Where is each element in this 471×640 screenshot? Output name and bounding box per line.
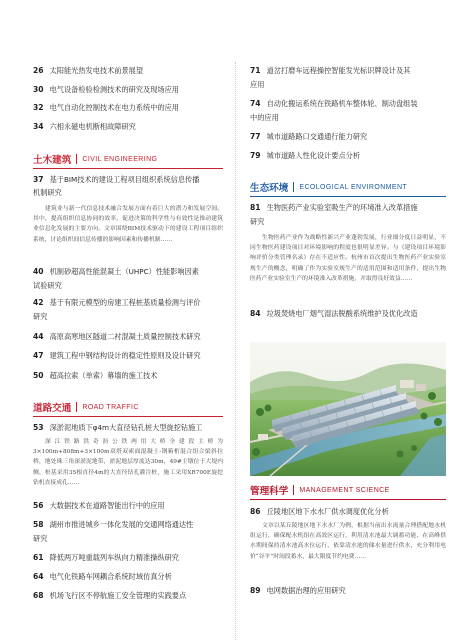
section-underline <box>33 416 223 417</box>
left-column <box>33 0 223 640</box>
abstract-86: 文章以某丘陵地区地下水水厂为例，根据当前出水流量合理搭配地水机组运行，确保配水机组在高效区运行，利用清水池最大调蓄功能，在高峰供水期间保持清水池高水位运行，依靠清水池的储水量进行供水，充分利用电价“谷平”时间段蓄水，最大限度节约电费…… <box>250 523 446 560</box>
toc-item-47[interactable]: 47 建筑工程中钢结构设计的稳定性原则及设计研究 <box>33 351 201 360</box>
toc-item-40-line2[interactable]: 试验研究 <box>33 281 62 290</box>
toc-item-50[interactable]: 50 超高拉索（单索）幕墙的施工技术 <box>33 371 158 380</box>
abstract-81: 生物医药产业作为战略性新兴产业蓬勃发展，行业细分度日益明显，不同生物医药建设项目对环境影响的程度也很明显差异。与《建设项目环境影响评价分类管理名录》存在不适应性。杭州市首次提出生物医药产业实验室规生产的概念，明确了作为实验室规生产的适用范围和适用条件，提出生物医药产业实验室生产的环境准入改革措施，并取得良好效益…… <box>250 235 446 282</box>
section-bar <box>76 402 77 412</box>
section-title-cn: 土木建筑 <box>33 155 72 166</box>
section-title-en: ROAD TRAFFIC <box>82 403 139 411</box>
toc-item-53[interactable]: 53 深淤泥地质下φ4m大直径钻孔桩大型旋挖钻施工 <box>33 423 203 432</box>
toc-item-68[interactable]: 68 机场飞行区不停航施工安全管理的实践要点 <box>33 591 187 600</box>
toc-item-26[interactable]: 26 太阳能光热发电技术前景展望 <box>33 66 144 75</box>
toc-item-56[interactable]: 56 大数据技术在道路智能出行中的应用 <box>33 501 165 510</box>
toc-item-74[interactable]: 74 自动化搬运系统在铁路机车整体轮、制动盘组装 <box>250 99 418 108</box>
section-title-cn: 生态环境 <box>250 183 289 194</box>
toc-item-71[interactable]: 71 道岔打磨车远程操控智能发光标识牌设计及其 <box>250 66 411 75</box>
toc-item-42-line2[interactable]: 研究 <box>33 312 48 321</box>
toc-item-81[interactable]: 81 生物医药产业实验室吸生产的环境准入改革措施 <box>250 203 418 212</box>
section-bar <box>293 182 294 192</box>
toc-item-30[interactable]: 30 电气设备检验检测技术的研究及现场应用 <box>33 85 179 94</box>
toc-item-58-line2[interactable]: 研究 <box>33 534 48 543</box>
section-title-en: MANAGEMENT SCIENCE <box>299 486 390 494</box>
toc-item-37[interactable]: 37 基于BIM技术的建设工程项目组织系统信息传播 <box>33 175 200 184</box>
abstract-37: 建筑业与新一代信息技术融合发展方面有着巨大的潜力和发展空间。其中，提高组织信息协同的效率，促进决策的科学性与有效性是推动建筑业信息化发展的主要方向。文章围绕BIM技术驱动下的建设工程项目组织系统，讨论组织间信息传播的影响因素和传播机制…… <box>33 206 223 243</box>
section-header-ecological-environment <box>250 179 407 195</box>
section-underline <box>250 499 446 500</box>
toc-item-44[interactable]: 44 高原高寒地区隧道二衬混凝土质量控制技术研究 <box>33 332 201 341</box>
toc-item-64[interactable]: 64 电气化铁路车网耦合系统时域仿真分析 <box>33 572 172 581</box>
toc-item-81-line2[interactable]: 研究 <box>250 217 265 226</box>
toc-item-42[interactable]: 42 基于有限元模型的房建工程桩基质量检测与评价 <box>33 298 201 307</box>
section-underline <box>33 168 223 169</box>
right-column <box>250 0 446 640</box>
toc-item-40[interactable]: 40 机制砂超高性能混凝土（UHPC）性能影响因素 <box>33 267 199 276</box>
toc-item-37-line2[interactable]: 机制研究 <box>33 188 62 197</box>
toc-item-77[interactable]: 77 城市道路路口交通通行能力研究 <box>250 132 368 141</box>
section-bar <box>76 154 77 164</box>
toc-item-89[interactable]: 89 电网数据治理的应用研究 <box>250 586 346 595</box>
section-bar <box>293 485 294 495</box>
section-header-road-traffic <box>33 399 139 415</box>
section-underline <box>250 196 446 197</box>
column-divider <box>235 62 236 640</box>
toc-item-79[interactable]: 79 城市道路人性化设计要点分析 <box>250 151 361 160</box>
toc-item-84[interactable]: 84 垃圾焚烧电厂烟气湿法脱酸系统维护及优化改造 <box>250 309 418 318</box>
toc-item-86[interactable]: 86 丘陵地区地下水水厂供水调度优化分析 <box>250 507 389 516</box>
section-header-management-science <box>250 482 390 498</box>
water-plant-aerial-photo <box>250 342 446 476</box>
section-title-en: CIVIL ENGINEERING <box>82 155 158 163</box>
abstract-53: 深江铁路洪奇沥公铁两用大桥全建段主桥为3×100m+808m+3×100m双塔双索面混凝土-钢箱桁混合组合梁斜拉桥，地处珠三角深淤泥地带，淤泥地层厚度达30m，49#主墩位于大堤内侧，桩基采用35根直径4m的大直径钻孔灌注桩，施工采用XR700E旋挖钻机直接成孔…… <box>33 439 223 486</box>
toc-item-32[interactable]: 32 电气自动化控制技术在电力系统中的应用 <box>33 103 179 112</box>
toc-item-71-line2[interactable]: 应用 <box>250 80 265 89</box>
section-title-en: ECOLOGICAL ENVIRONMENT <box>299 183 408 191</box>
toc-item-58[interactable]: 58 湖州市推进城乡一体化发展的交通网络通达性 <box>33 520 194 529</box>
section-title-cn: 道路交通 <box>33 403 72 414</box>
toc-item-74-line2[interactable]: 中的应用 <box>250 113 279 122</box>
section-title-cn: 管理科学 <box>250 486 289 497</box>
section-header-civil-engineering <box>33 151 157 167</box>
toc-item-34[interactable]: 34 六相永磁电机断相故障研究 <box>33 122 136 131</box>
toc-item-61[interactable]: 61 降低两万吨重载列车纵向力精准操纵研究 <box>33 553 179 562</box>
